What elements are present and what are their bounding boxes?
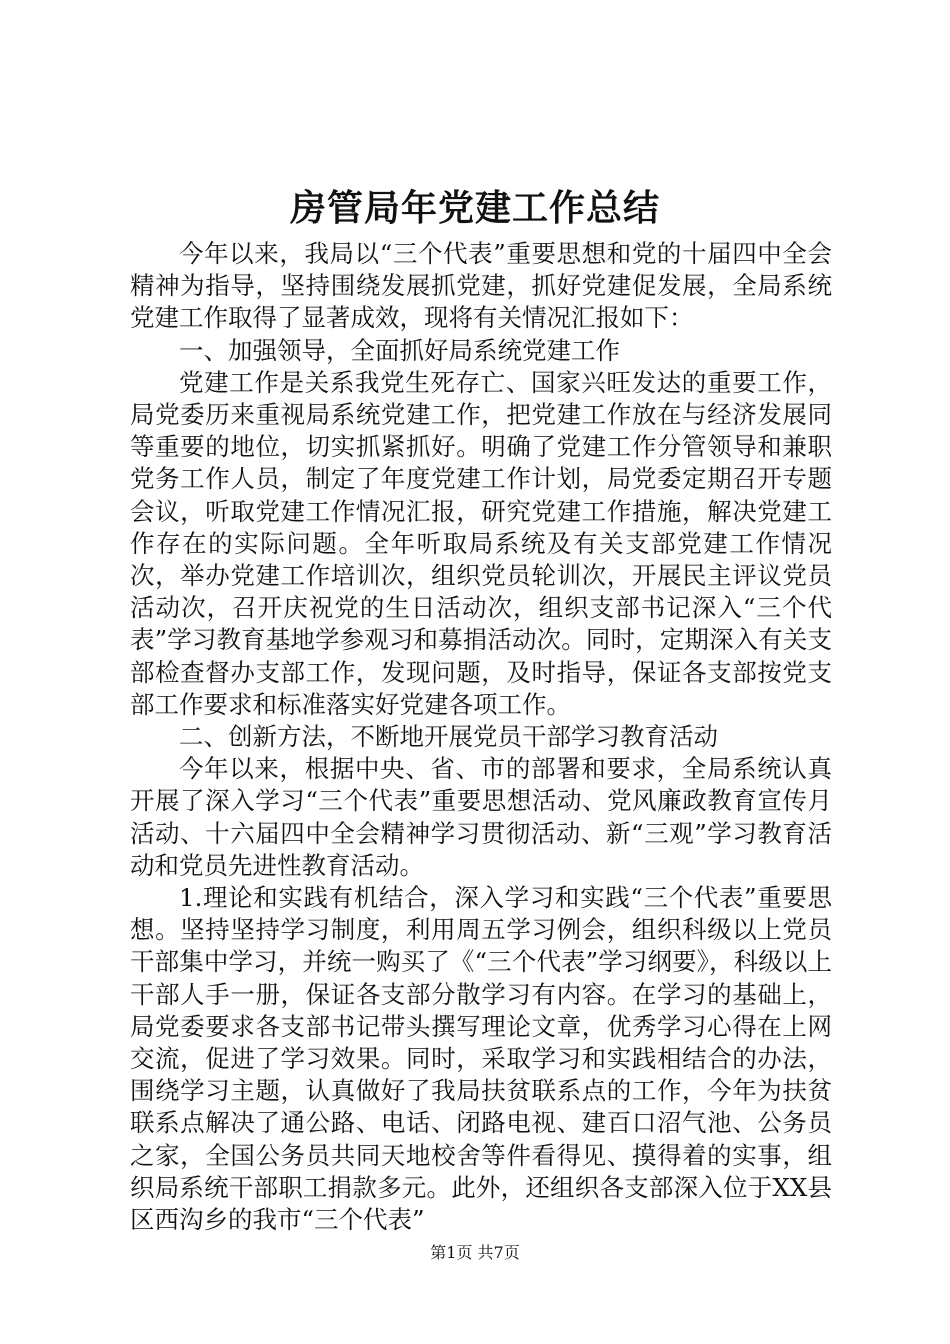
- paragraph-theory-practice: 1.理论和实践有机结合，深入学习和实践“三个代表”重要思想。坚持坚持学习制度，利用周五学习例会，组织科级以上党员干部集中学习，并统一购买了《“三个代表”学习纲要》，科级以上干部人手一册，保证各支部分散学习有内容。在学习的基础上，局党委要求各支部书记带头撰写理论文章，优秀学习心得在上网交流，促进了学习效果。同时，采取学习和实践相结合的办法，围绕学习主题，认真做好了我局扶贫联系点的工作，今年为扶贫联系点解决了通公路、电话、闭路电视、建百口沼气池、公务员之家，全国公务员共同天地校舍等件看得见、摸得着的实事，组织局系统干部职工捐款多元。此外，还组织各支部深入位于XX县区西沟乡的我市“三个代表”: [130, 883, 832, 1235]
- section-heading-1: 一、加强领导，全面抓好局系统党建工作: [179, 335, 620, 365]
- page-footer: 第1页 共7页: [430, 1243, 520, 1262]
- document-title: 房管局年党建工作总结: [289, 187, 660, 229]
- paragraph-education: 今年以来，根据中央、省、市的部署和要求，全局系统认真开展了深入学习“三个代表”重要思想活动、党风廉政教育宣传月活动、十六届四中全会精神学习贯彻活动、新“三观”学习教育活动和党员先进性教育活动。: [130, 754, 832, 880]
- paragraph-intro: 今年以来，我局以“三个代表”重要思想和党的十届四中全会精神为指导，坚持围绕发展抓党建，抓好党建促发展，全局系统党建工作取得了显著成效，现将有关情况汇报如下：: [130, 239, 832, 333]
- paragraph-leadership: 党建工作是关系我党生死存亡、国家兴旺发达的重要工作，局党委历来重视局系统党建工作，把党建工作放在与经济发展同等重要的地位，切实抓紧抓好。明确了党建工作分管领导和兼职党务工作人员，制定了年度党建工作计划，局党委定期召开专题会议，听取党建工作情况汇报，研究党建工作措施，解决党建工作存在的实际问题。全年听取局系统及有关支部党建工作情况次，举办党建工作培训次，组织党员轮训次，开展民主评议党员活动次，召开庆祝党的生日活动次，组织支部书记深入“三个代表”学习教育基地学参观习和募捐活动次。同时，定期深入有关支部检查督办支部工作，发现问题，及时指导，保证各支部按党支部工作要求和标准落实好党建各项工作。: [130, 367, 832, 719]
- document-body: [130, 238, 832, 1236]
- section-heading-2: 二、创新方法，不断地开展党员干部学习教育活动: [179, 722, 718, 752]
